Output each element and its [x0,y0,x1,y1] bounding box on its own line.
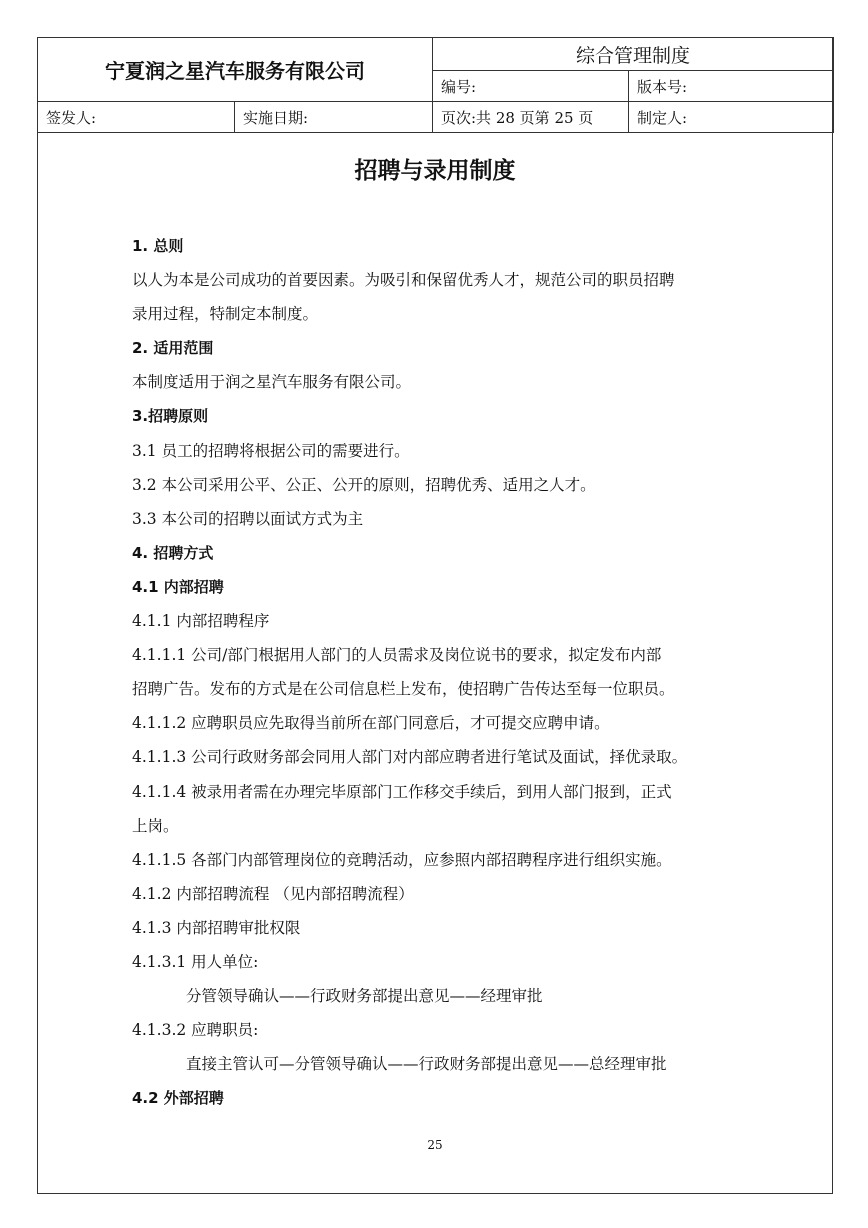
section-heading: 4.2 外部招聘 [132,1089,224,1108]
body-line: 录用过程，特制定本制度。 [132,305,319,324]
page-number: 25 [427,1138,443,1152]
page-info: 页次:共 28 页第 25 页 [433,102,629,133]
company-name: 宁夏润之星汽车服务有限公司 [38,38,433,102]
body-line: 本制度适用于润之星汽车服务有限公司。 [132,373,412,392]
body-line: 3.3 本公司的招聘以面试方式为主 [132,509,364,528]
body-line: 4.1.3.1 用人单位: [132,952,259,971]
body-line: 以人为本是公司成功的首要因素。为吸引和保留优秀人才，规范公司的职员招聘 [132,271,675,290]
header-table [37,37,834,133]
document-body [132,229,752,1115]
doc-type: 综合管理制度 [433,38,834,71]
number-label: 编号: [433,71,629,102]
body-line: 分管领导确认——行政财务部提出意见——经理审批 [186,987,543,1006]
body-line: 招聘广告。发布的方式是在公司信息栏上发布，使招聘广告传达至每一位职员。 [132,680,675,699]
version-label: 版本号: [629,71,834,102]
body-line: 4.1.2 内部招聘流程 （见内部招聘流程） [132,884,414,903]
body-line: 4.1.1.2 应聘职员应先取得当前所在部门同意后，才可提交应聘申请。 [132,714,610,733]
maker-label: 制定人: [629,102,834,133]
document-title: 招聘与录用制度 [354,158,516,184]
body-line: 4.1.1.4 被录用者需在办理完毕原部门工作移交手续后，到用人部门报到，正式 [132,782,672,801]
section-heading: 2. 适用范围 [132,339,214,358]
body-line: 4.1.1 内部招聘程序 [132,612,270,631]
body-line: 直接主管认可—分管领导确认——行政财务部提出意见——总经理审批 [186,1055,667,1074]
body-line: 上岗。 [132,816,179,835]
issuer-label: 签发人: [38,102,235,133]
section-heading: 4. 招聘方式 [132,543,214,562]
body-line: 3.2 本公司采用公平、公正、公开的原则，招聘优秀、适用之人才。 [132,475,596,494]
date-label: 实施日期: [235,102,433,133]
body-line: 4.1.1.5 各部门内部管理岗位的竞聘活动，应参照内部招聘程序进行组织实施。 [132,850,672,869]
body-line: 4.1.3 内部招聘审批权限 [132,918,301,937]
section-heading: 4.1 内部招聘 [132,577,224,596]
body-line: 4.1.1.3 公司行政财务部会同用人部门对内部应聘者进行笔试及面试，择优录取。 [132,748,688,767]
section-heading: 3.招聘原则 [132,407,209,426]
body-line: 4.1.3.2 应聘职员: [132,1021,259,1040]
body-line: 4.1.1.1 公司/部门根据用人部门的人员需求及岗位说书的要求，拟定发布内部 [132,646,662,665]
body-line: 3.1 员工的招聘将根据公司的需要进行。 [132,441,410,460]
section-heading: 1. 总则 [132,237,184,255]
